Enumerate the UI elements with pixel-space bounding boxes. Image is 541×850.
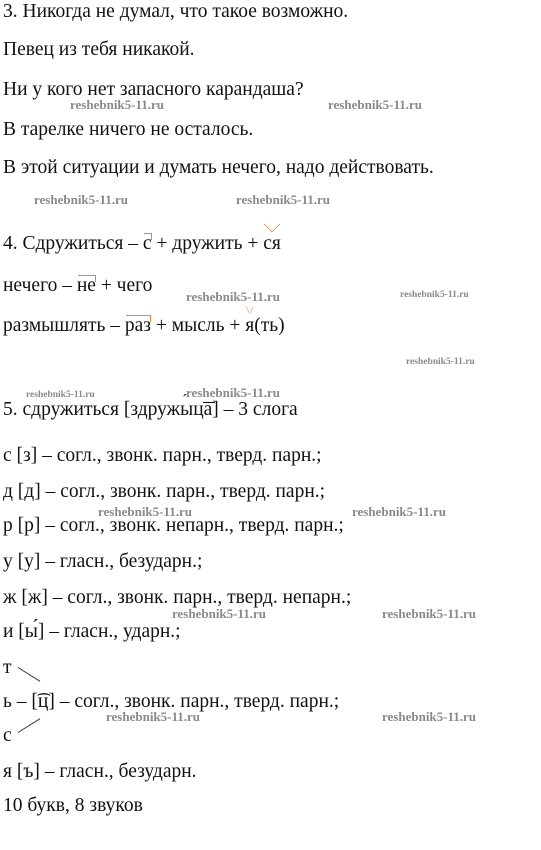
watermark: reshebnik5-11.ru bbox=[172, 606, 267, 621]
task5-heading bbox=[3, 398, 298, 422]
task4-row-3-head: размышлять – bbox=[3, 315, 125, 336]
watermark: reshebnik5-11.ru bbox=[26, 390, 95, 400]
task5-summary: 10 букв, 8 звуков bbox=[3, 795, 143, 816]
prefix-ne: не bbox=[76, 275, 96, 296]
task5-row-6: и [ы́] – гласн., ударн.; bbox=[3, 621, 181, 642]
task5-row-2: д [д] – согл., звонк. парн., тверд. парн.; bbox=[3, 481, 326, 502]
task5-row-5: ж [ж] – согл., звонк. парн., тверд. непарн.; bbox=[3, 587, 352, 608]
watermark: reshebnik5-11.ru bbox=[400, 290, 469, 300]
task3-line-4: В тарелке ничего не осталось. bbox=[3, 119, 254, 140]
watermark: reshebnik5-11.ru bbox=[186, 385, 281, 400]
task5-row-10: я [ъ] – гласн., безударн. bbox=[3, 761, 197, 782]
task3-line-3: Ни у кого нет запасного карандаша? bbox=[3, 79, 304, 100]
task4-row-3 bbox=[3, 314, 285, 338]
task4-row-3-tail: (ть) bbox=[254, 315, 285, 336]
link-stroke-t bbox=[18, 667, 41, 682]
watermark: reshebnik5-11.ru bbox=[352, 504, 447, 519]
watermark: reshebnik5-11.ru bbox=[70, 97, 165, 112]
watermark: reshebnik5-11.ru bbox=[382, 709, 477, 724]
watermark: reshebnik5-11.ru bbox=[34, 192, 129, 207]
task5-row-4: у [у] – гласн., безударн.; bbox=[3, 551, 203, 572]
prefix-raz: раз bbox=[124, 315, 152, 336]
task5-row-9: с bbox=[3, 725, 12, 746]
task4-row-1 bbox=[3, 232, 281, 256]
watermark: reshebnik5-11.ru bbox=[328, 97, 423, 112]
suffix-sya: ся bbox=[263, 233, 281, 254]
task4-row-1-mid: + дружить + bbox=[151, 233, 264, 254]
task3-line-1: 3. Никогда не думал, что такое возможно. bbox=[3, 1, 349, 22]
link-stroke-s bbox=[18, 718, 41, 733]
watermark: reshebnik5-11.ru bbox=[382, 606, 477, 621]
task4-row-2-mid: + чего bbox=[95, 275, 153, 296]
task5-row-7: т bbox=[3, 657, 12, 678]
task4-row-3-mid: + мысль + bbox=[151, 315, 246, 336]
watermark: reshebnik5-11.ru bbox=[98, 504, 193, 519]
suffix-ya: я bbox=[245, 315, 255, 336]
task5-row-1: с [з] – согл., звонк. парн., тверд. парн.; bbox=[3, 445, 322, 466]
watermark: reshebnik5-11.ru bbox=[406, 357, 475, 367]
task4-row-1-head: 4. Сдружиться – bbox=[3, 233, 143, 254]
task5-row-8: ь – [͡ц] – согл., звонк. парн., тверд. парн.; bbox=[3, 691, 340, 712]
watermark: reshebnik5-11.ru bbox=[236, 192, 331, 207]
watermark: reshebnik5-11.ru bbox=[186, 289, 281, 304]
task5-stressed-vowel: ´ ы bbox=[180, 398, 193, 422]
task4-row-2 bbox=[3, 274, 152, 298]
task5-heading-b: ц͞а] – 3 слога bbox=[193, 399, 298, 420]
task5-row-3: р [р] – согл., звонк. непарн., тверд. парн.; bbox=[3, 515, 344, 536]
prefix-s: с bbox=[142, 233, 152, 254]
task5-heading-a: 5. сдружиться [здруж bbox=[3, 399, 181, 420]
task3-line-2: Певец из тебя никакой. bbox=[3, 39, 195, 60]
watermark: reshebnik5-11.ru bbox=[106, 709, 201, 724]
task4-row-2-head: нечего – bbox=[3, 275, 77, 296]
task3-line-5: В этой ситуации и думать нечего, надо действовать. bbox=[3, 157, 434, 178]
